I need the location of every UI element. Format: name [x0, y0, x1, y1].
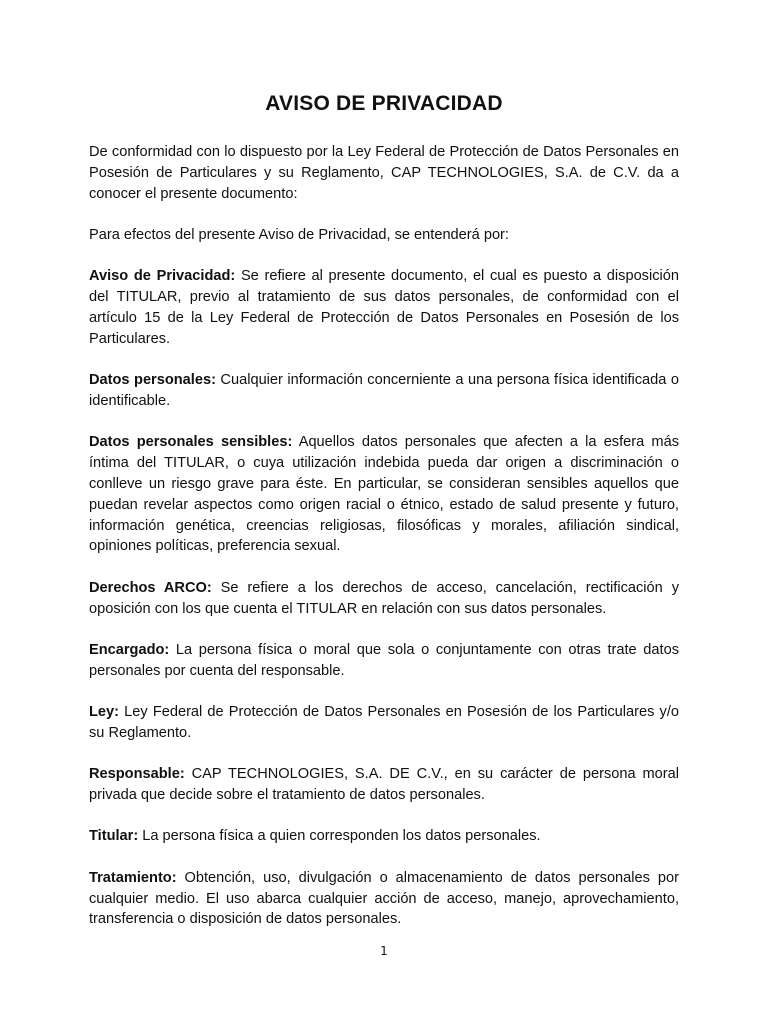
definition-datos-personales-sensibles	[89, 432, 679, 557]
definition-text: Cualquier información concerniente a una persona física identificada o identificable.	[89, 372, 679, 409]
definition-term: Aviso de Privacidad:	[89, 268, 236, 285]
definition-term: Encargado:	[89, 641, 170, 658]
definition-text: Ley Federal de Protección de Datos Personales en Posesión de los Particulares y/o su Reglamento.	[89, 704, 679, 741]
definition-term: Derechos ARCO:	[89, 579, 212, 596]
definition-responsable	[89, 764, 679, 806]
definition-ley	[89, 702, 679, 744]
definition-datos-personales	[89, 370, 679, 412]
definition-text: Se refiere al presente documento, el cual es puesto a disposición del TITULAR, previo al tratamiento de sus datos personales, de conformidad con el artículo 15 de la Ley Federal de Protección de Datos Personales en Posesión de los Particulares.	[89, 268, 679, 347]
definition-text: Aquellos datos personales que afecten a la esfera más íntima del TITULAR, o cuya utilización indebida pueda dar origen a discriminación o conlleve un riesgo grave para éste. En particular, se consideran sensibles aquellos que puedan revelar aspectos como origen racial o étnico, estado de salud presente y futuro, información genética, creencias religiosas, filosóficas y morales, afiliación sindical, opiniones políticas, preferencia sexual.	[89, 434, 679, 555]
definition-term: Ley:	[89, 704, 120, 721]
definition-encargado	[89, 640, 679, 682]
definition-text: Obtención, uso, divulgación o almacenamiento de datos personales por cualquier medio. El uso abarca cualquier acción de acceso, manejo, aprovechamiento, transferencia o disposición de datos personales.	[89, 869, 679, 928]
definition-term: Responsable:	[89, 766, 185, 783]
definition-term: Datos personales sensibles:	[89, 434, 293, 451]
intro-paragraph: De conformidad con lo dispuesto por la Ley Federal de Protección de Datos Personales en Posesión de Particulares y su Reglamento, CAP TECHNOLOGIES, S.A. de C.V. da a conocer el presente documento:	[89, 144, 679, 202]
document-title: AVISO DE PRIVACIDAD	[265, 92, 503, 115]
definition-term: Datos personales:	[89, 372, 216, 389]
definition-aviso-de-privacidad	[89, 266, 679, 349]
definition-text: La persona física a quien corresponden los datos personales.	[138, 828, 541, 845]
document-body	[89, 142, 679, 951]
definition-term: Titular:	[89, 828, 139, 845]
lead-paragraph: Para efectos del presente Aviso de Privacidad, se entenderá por:	[89, 226, 509, 243]
definition-titular	[89, 826, 679, 847]
definition-term: Tratamiento:	[89, 869, 177, 886]
page-number: 1	[380, 944, 388, 958]
definition-text: CAP TECHNOLOGIES, S.A. DE C.V., en su carácter de persona moral privada que decide sobre el tratamiento de datos personales.	[89, 766, 679, 804]
definition-derechos-arco	[89, 578, 679, 620]
definition-tratamiento	[89, 868, 679, 930]
definition-text: La persona física o moral que sola o conjuntamente con otras trate datos personales por cuenta del responsable.	[89, 641, 679, 679]
definition-text: Se refiere a los derechos de acceso, cancelación, rectificación y oposición con los que cuenta el TITULAR en relación con sus datos personales.	[89, 579, 680, 617]
